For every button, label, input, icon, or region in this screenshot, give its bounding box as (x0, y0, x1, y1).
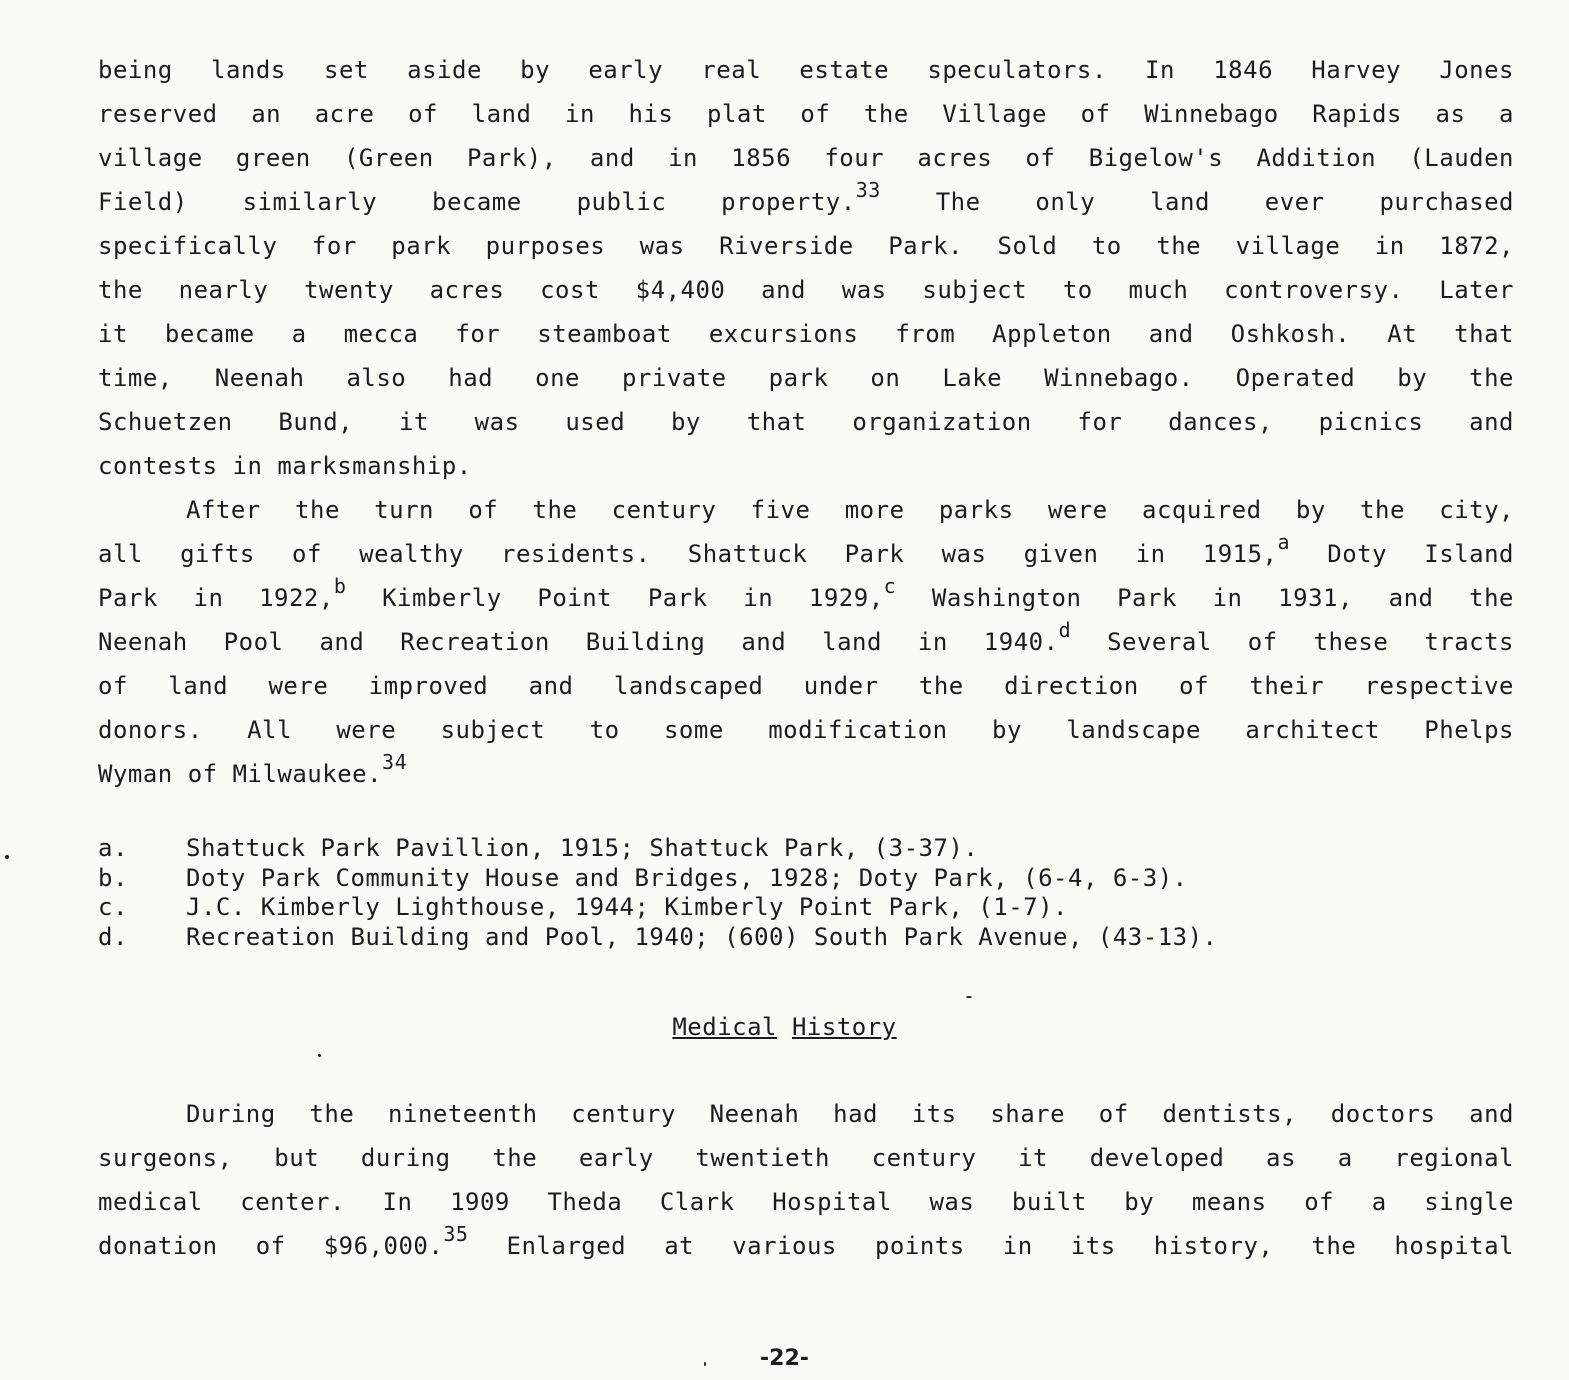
text-segment: it became a mecca for steamboat excursions from Appleton and Oshkosh. At that (98, 320, 1514, 348)
text-line (98, 356, 1514, 400)
text-segment: Park in 1922, (98, 584, 334, 612)
text-line (98, 1180, 1514, 1224)
footnote-label: d. (98, 922, 128, 951)
footnote-reference: a (1277, 530, 1291, 554)
text-segment: donors. All were subject to some modification by landscape architect Phelps (98, 716, 1514, 744)
paragraph-parks-gifts (98, 488, 1514, 796)
text-segment: Enlarged at various points in its history, the hospital (468, 1232, 1515, 1260)
text-segment: reserved an acre of land in his plat of the Village of Winnebago Rapids as a (98, 100, 1514, 128)
text-line (98, 224, 1514, 268)
page-number: -22- (760, 1346, 809, 1371)
text-line (98, 92, 1514, 136)
footnote-item (98, 923, 1498, 953)
footnote-reference: b (333, 574, 347, 598)
text-segment: contests in marksmanship. (98, 452, 472, 480)
text-line (98, 1092, 1514, 1136)
text-line (98, 180, 1514, 224)
footnote-reference: 35 (443, 1222, 469, 1246)
text-segment: medical center. In 1909 Theda Clark Hospital was built by means of a single (98, 1188, 1514, 1216)
text-line (98, 444, 1514, 488)
text-line (98, 664, 1514, 708)
text-line (98, 752, 1514, 796)
text-line (98, 1136, 1514, 1180)
text-segment: being lands set aside by early real estate speculators. In 1846 Harvey Jones (98, 56, 1514, 84)
footnote-label: b. (98, 863, 128, 892)
text-line (98, 532, 1514, 576)
text-line (98, 708, 1514, 752)
text-segment: Wyman of Milwaukee. (98, 760, 383, 788)
footnote-text: Recreation Building and Pool, 1940; (600) South Park Avenue, (43-13). (186, 922, 1218, 951)
text-line (98, 1224, 1514, 1268)
footnote-text: J.C. Kimberly Lighthouse, 1944; Kimberly Point Park, (1-7). (186, 893, 1069, 921)
text-line (98, 48, 1514, 92)
footnote-text: Doty Park Community House and Bridges, 1928; Doty Park, (6-4, 6-3). (186, 863, 1188, 892)
text-segment: Washington Park in 1931, and the (896, 584, 1515, 612)
text-segment: the nearly twenty acres cost $4,400 and was subject to much controversy. Later (98, 276, 1514, 304)
footnote-label: a. (98, 834, 128, 862)
footnote-reference: d (1058, 618, 1072, 642)
text-segment: Schuetzen Bund, it was used by that organization for dances, picnics and (98, 408, 1514, 436)
paragraph-medical-history (98, 1092, 1514, 1268)
text-line (98, 312, 1514, 356)
text-segment: The only land ever purchased (880, 188, 1515, 216)
heading-word: Medical (672, 1013, 778, 1041)
footnote-reference: 34 (382, 750, 408, 774)
text-segment: Several of these tracts (1071, 628, 1515, 656)
text-line (98, 620, 1514, 664)
text-line (98, 400, 1514, 444)
text-segment: Field) similarly became public property. (98, 188, 856, 216)
text-line (98, 268, 1514, 312)
section-heading (0, 1005, 1569, 1049)
text-segment: Neenah Pool and Recreation Building and land in 1940. (98, 628, 1059, 656)
footnote-label: c. (98, 893, 128, 921)
paragraph-parks-history (98, 48, 1514, 488)
text-segment: all gifts of wealthy residents. Shattuck Park was given in 1915, (98, 540, 1278, 568)
text-segment: time, Neenah also had one private park on Lake Winnebago. Operated by the (98, 364, 1514, 392)
text-segment: After the turn of the century five more parks were acquired by the city, (186, 496, 1514, 524)
text-segment: Doty Island (1290, 540, 1515, 568)
text-line (98, 576, 1514, 620)
text-segment: village green (Green Park), and in 1856 four acres of Bigelow's Addition (Lauden (98, 144, 1514, 172)
text-segment: During the nineteenth century Neenah had its share of dentists, doctors and (186, 1100, 1514, 1128)
text-line (98, 136, 1514, 180)
text-segment: surgeons, but during the early twentieth century it developed as a regional (98, 1144, 1514, 1172)
footnote-list (98, 834, 1498, 952)
scan-speck (318, 1054, 321, 1057)
scan-speck (966, 996, 972, 998)
text-segment: specifically for park purposes was Riverside Park. Sold to the village in 1872, (98, 232, 1514, 260)
text-line (98, 488, 1514, 532)
footnote-text: Shattuck Park Pavillion, 1915; Shattuck Park, (3-37). (186, 834, 979, 862)
text-segment: Kimberly Point Park in 1929, (346, 584, 884, 612)
footnote-item (98, 864, 1498, 894)
footnote-item (98, 893, 1498, 923)
footnote-item (98, 834, 1498, 864)
footnote-reference: c (883, 574, 897, 598)
scan-speck (5, 855, 9, 859)
heading-word: History (791, 1013, 897, 1041)
scan-speck (704, 1362, 706, 1366)
text-segment: donation of $96,000. (98, 1232, 444, 1260)
footnote-reference: 33 (855, 178, 881, 202)
text-segment: of land were improved and landscaped under the direction of their respective (98, 672, 1514, 700)
